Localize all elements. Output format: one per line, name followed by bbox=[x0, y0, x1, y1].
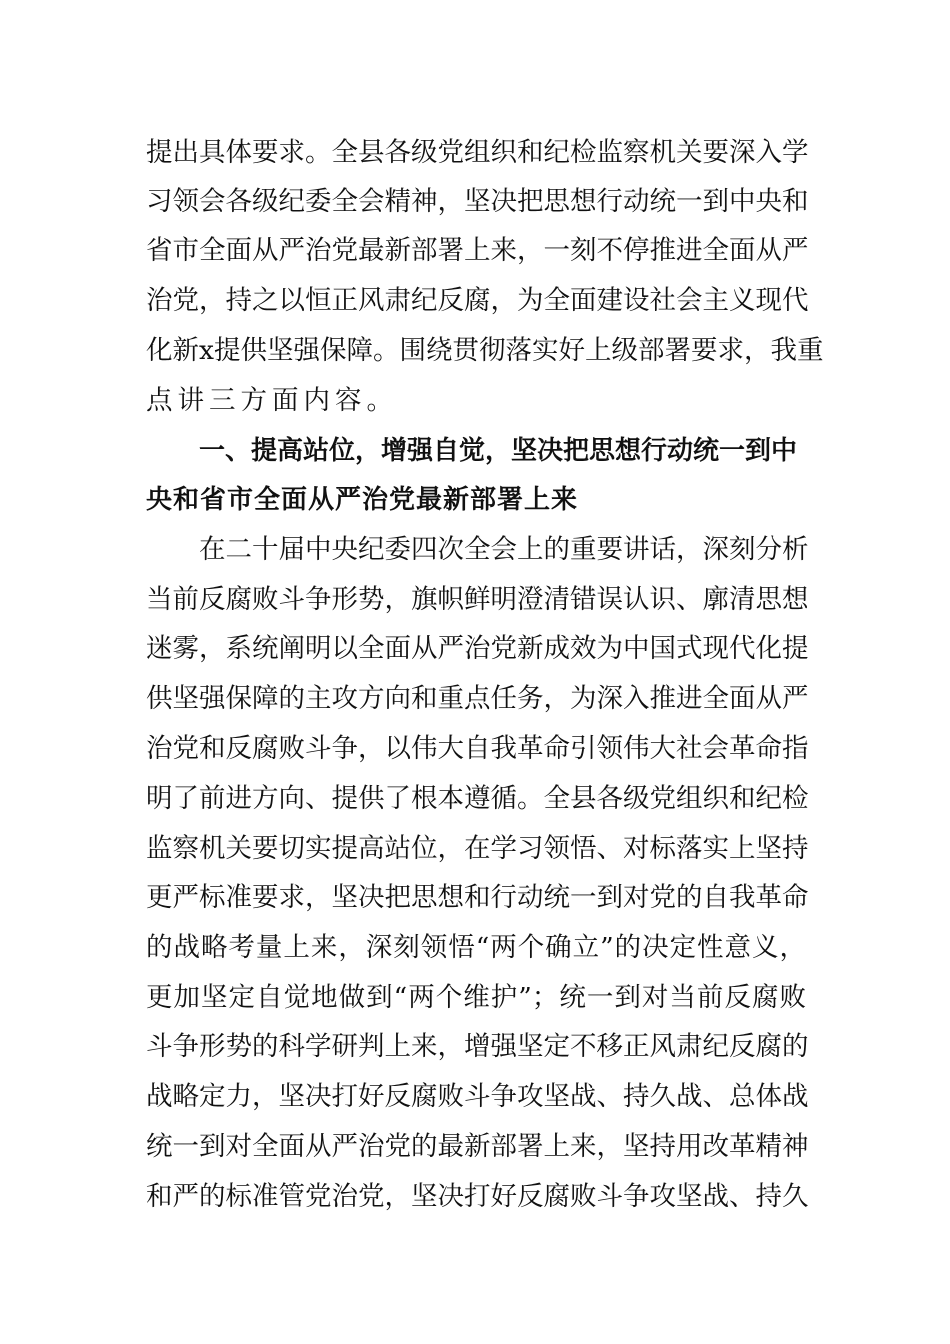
text-line: 斗争形势的科学研判上来，增强坚定不移正风肃纪反腐的 bbox=[146, 1031, 809, 1062]
text-line: 供坚强保障的主攻方向和重点任务，为深入推进全面从严 bbox=[146, 683, 809, 714]
text-line: 化新x提供坚强保障。围绕贯彻落实好上级部署要求，我重 bbox=[146, 335, 824, 366]
text-line: 更加坚定自觉地做到“两个维护”；统一到对当前反腐败 bbox=[146, 982, 806, 1013]
text-line: 更严标准要求，坚决把思想和行动统一到对党的自我革命 bbox=[146, 882, 809, 913]
text-line: 省市全面从严治党最新部署上来，一刻不停推进全面从严 bbox=[146, 235, 809, 266]
text-line: 在二十届中央纪委四次全会上的重要讲话，深刻分析 bbox=[199, 534, 809, 565]
text-line: 治党，持之以恒正风肃纪反腐，为全面建设社会主义现代 bbox=[146, 285, 809, 316]
text-line: 和严的标准管党治党，坚决打好反腐败斗争攻坚战、持久 bbox=[146, 1181, 809, 1212]
text-line: 提出具体要求。全县各级党组织和纪检监察机关要深入学 bbox=[146, 137, 809, 168]
text-line: 习领会各级纪委全会精神，坚决把思想行动统一到中央和 bbox=[146, 186, 809, 217]
text-line: 迷雾，系统阐明以全面从严治党新成效为中国式现代化提 bbox=[146, 633, 809, 664]
text-line: 监察机关要切实提高站位，在学习领悟、对标落实上坚持 bbox=[146, 833, 809, 864]
heading-line: 一、提高站位，增强自觉，坚决把思想行动统一到中 bbox=[199, 436, 798, 466]
text-line: 的战略考量上来，深刻领悟“两个确立”的决定性意义， bbox=[146, 932, 806, 963]
text-line: 当前反腐败斗争形势，旗帜鲜明澄清错误认识、廓清思想 bbox=[146, 584, 809, 615]
text-line: 统一到对全面从严治党的最新部署上来，坚持用改革精神 bbox=[146, 1131, 809, 1162]
text-line: 战略定力，坚决打好反腐败斗争攻坚战、持久战、总体战 bbox=[146, 1081, 809, 1112]
text-line: 点讲三方面内容。 bbox=[146, 385, 398, 416]
text-line: 明了前进方向、提供了根本遵循。全县各级党组织和纪检 bbox=[146, 783, 809, 814]
text-line: 治党和反腐败斗争，以伟大自我革命引领伟大社会革命指 bbox=[146, 733, 809, 764]
heading-line: 央和省市全面从严治党最新部署上来 bbox=[146, 485, 579, 515]
